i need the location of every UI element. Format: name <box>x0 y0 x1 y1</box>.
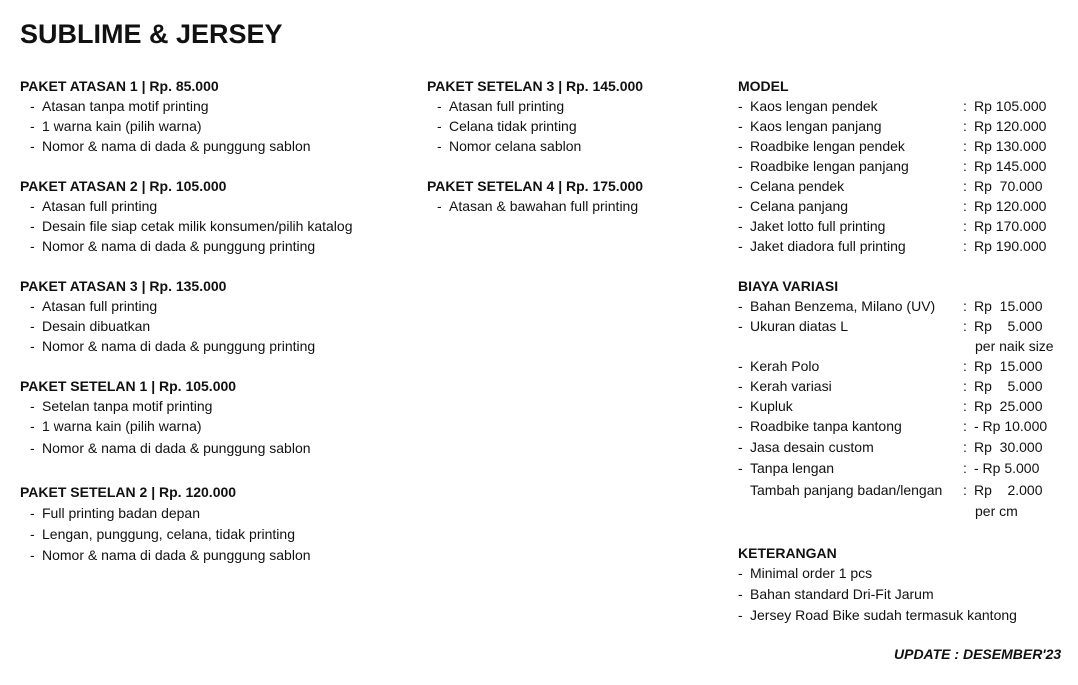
model-section <box>738 76 1073 256</box>
paket-setelan-1 <box>20 376 410 458</box>
section-heading: PAKET SETELAN 4 | Rp. 175.000 <box>427 178 644 194</box>
price-row: - Roadbike lengan pendek : Rp 130.000 <box>738 138 1047 154</box>
list-item: - Full printing badan depan <box>30 505 201 521</box>
paket-setelan-3 <box>427 76 717 156</box>
list-item: - 1 warna kain (pilih warna) <box>30 418 202 434</box>
price-row: - Ukuran diatas L : Rp 5.000 <box>738 318 1043 334</box>
page-title: SUBLIME & JERSEY <box>20 19 283 49</box>
list-item: - Nomor & nama di dada & punggung printing <box>30 338 316 354</box>
paket-setelan-2 <box>20 482 410 565</box>
packages-column-middle <box>427 76 717 236</box>
keterangan-section <box>738 543 1073 625</box>
list-item: - Desain dibuatkan <box>30 318 151 334</box>
list-item: - Lengan, punggung, celana, tidak printing <box>30 526 295 542</box>
list-item: - Nomor & nama di dada & punggung sablon <box>30 547 311 563</box>
price-note: per cm <box>975 503 1018 519</box>
section-heading: PAKET SETELAN 2 | Rp. 120.000 <box>20 484 237 500</box>
section-heading: PAKET SETELAN 1 | Rp. 105.000 <box>20 378 237 394</box>
update-note: UPDATE : DESEMBER'23 <box>894 646 1062 662</box>
list-item: - Nomor & nama di dada & punggung printing <box>30 238 316 254</box>
price-row: - Tanpa lengan : - Rp 5.000 <box>738 460 1040 476</box>
price-column-right <box>738 76 1073 645</box>
biaya-variasi-section <box>738 276 1073 521</box>
list-item: - Atasan full printing <box>437 98 565 114</box>
list-item: - Celana tidak printing <box>437 118 577 134</box>
list-item: - Atasan full printing <box>30 198 158 214</box>
section-heading: BIAYA VARIASI <box>738 278 839 294</box>
price-row: - Jasa desain custom : Rp 30.000 <box>738 439 1043 455</box>
paket-atasan-1 <box>20 76 410 156</box>
paket-setelan-4 <box>427 176 717 216</box>
price-row: - Jaket lotto full printing : Rp 170.000 <box>738 218 1047 234</box>
price-row: - Roadbike lengan panjang : Rp 145.000 <box>738 158 1047 174</box>
list-item: - Desain file siap cetak milik konsumen/pilih katalog <box>30 218 353 234</box>
list-item: - Atasan tanpa motif printing <box>30 98 209 114</box>
price-row: - Jaket diadora full printing : Rp 190.000 <box>738 238 1047 254</box>
section-heading: PAKET ATASAN 2 | Rp. 105.000 <box>20 178 227 194</box>
section-heading: PAKET SETELAN 3 | Rp. 145.000 <box>427 78 644 94</box>
price-row: - Celana pendek : Rp 70.000 <box>738 178 1043 194</box>
list-item: - Atasan full printing <box>30 298 158 314</box>
section-heading: MODEL <box>738 78 789 94</box>
list-item: - Atasan & bawahan full printing <box>437 198 639 214</box>
packages-column-left <box>20 76 410 585</box>
section-heading: PAKET ATASAN 1 | Rp. 85.000 <box>20 78 219 94</box>
list-item: - Bahan standard Dri-Fit Jarum <box>738 586 934 602</box>
price-row: - Kupluk : Rp 25.000 <box>738 398 1043 414</box>
price-row: - Kaos lengan pendek : Rp 105.000 <box>738 98 1047 114</box>
price-row: - Kerah variasi : Rp 5.000 <box>738 378 1043 394</box>
list-item: - Nomor & nama di dada & punggung sablon <box>30 440 311 456</box>
section-heading: PAKET ATASAN 3 | Rp. 135.000 <box>20 278 227 294</box>
price-row: - Celana panjang : Rp 120.000 <box>738 198 1047 214</box>
price-row: - Roadbike tanpa kantong : - Rp 10.000 <box>738 418 1048 434</box>
price-row: - Kerah Polo : Rp 15.000 <box>738 358 1043 374</box>
list-item: - Setelan tanpa motif printing <box>30 398 213 414</box>
price-note: per naik size <box>975 338 1054 354</box>
list-item: - Jersey Road Bike sudah termasuk kantong <box>738 607 1017 623</box>
paket-atasan-3 <box>20 276 410 356</box>
paket-atasan-2 <box>20 176 410 256</box>
list-item: - 1 warna kain (pilih warna) <box>30 118 202 134</box>
list-item: - Nomor celana sablon <box>437 138 582 154</box>
list-item: - Minimal order 1 pcs <box>738 565 873 581</box>
section-heading: KETERANGAN <box>738 545 837 561</box>
price-row: - Kaos lengan panjang : Rp 120.000 <box>738 118 1047 134</box>
price-row: Tambah panjang badan/lengan : Rp 2.000 <box>750 482 1043 498</box>
list-item: - Nomor & nama di dada & punggung sablon <box>30 138 311 154</box>
price-row: - Bahan Benzema, Milano (UV) : Rp 15.000 <box>738 298 1043 314</box>
